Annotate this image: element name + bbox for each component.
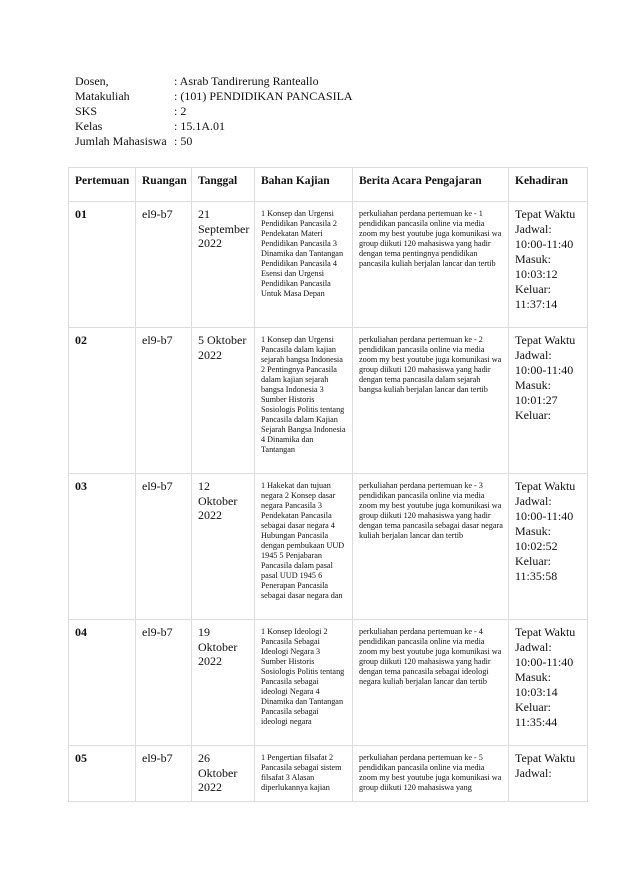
cell-ruangan: el9-b7 <box>136 202 192 328</box>
column-header-ruangan: Ruangan <box>136 168 192 202</box>
cell-tanggal: 12 Oktober 2022 <box>192 474 255 620</box>
column-header-berita-acara: Berita Acara Pengajaran <box>353 168 509 202</box>
cell-pertemuan: 04 <box>69 620 136 746</box>
info-label: Matakuliah <box>75 89 130 103</box>
cell-tanggal: 21 September 2022 <box>192 202 255 328</box>
cell-pertemuan: 05 <box>69 746 136 802</box>
cell-ruangan: el9-b7 <box>136 474 192 620</box>
column-header-bahan-kajian: Bahan Kajian <box>255 168 353 202</box>
column-header-pertemuan: Pertemuan <box>69 168 136 202</box>
cell-ruangan: el9-b7 <box>136 620 192 746</box>
cell-ruangan: el9-b7 <box>136 328 192 474</box>
info-value: : 2 <box>174 104 187 118</box>
cell-bahan-kajian <box>255 746 353 802</box>
info-value: : (101) PENDIDIKAN PANCASILA <box>174 89 353 103</box>
cell-kehadiran: Tepat Waktu Jadwal: 10:00-11:40 Masuk: 10:01:27 Keluar: <box>509 328 588 474</box>
cell-ruangan: el9-b7 <box>136 746 192 802</box>
info-label: Jumlah Mahasiswa <box>75 134 167 148</box>
table-row <box>69 202 588 328</box>
table-row <box>69 620 588 746</box>
table-row <box>69 746 588 802</box>
cell-tanggal: 26 Oktober 2022 <box>192 746 255 802</box>
info-row-jumlah-mahasiswa <box>75 134 353 149</box>
info-row-matakuliah <box>75 89 353 104</box>
table-row <box>69 328 588 474</box>
cell-tanggal: 19 Oktober 2022 <box>192 620 255 746</box>
info-row-sks <box>75 104 353 119</box>
info-value: : Asrab Tandirerung Ranteallo <box>174 74 319 88</box>
attendance-table <box>68 167 588 802</box>
course-info <box>75 74 353 149</box>
info-value: : 50 <box>174 134 193 148</box>
cell-berita-acara: perkuliahan perdana pertemuan ke - 2 pendidikan pancasila online via media zoom my best youtube juga komunikasi wa group diikuti 120 mahasiswa yang hadir dengan tema pancasila dalam sejarah bangsa kuliah berjalan lancar dan tertib <box>353 328 509 474</box>
cell-bahan-kajian: 1 Konsep Ideologi 2 Pancasila Sebagai Ideologi Negara 3 Sumber Historis Sosiologis Politis tentang Pancasila sebagai ideologi Negara 4 Dinamika dan Tantangan Pancasila sebagai ideologi negara <box>255 620 353 746</box>
cell-text: Tepat Waktu Jadwal: <box>515 751 576 780</box>
cell-kehadiran <box>509 746 588 802</box>
column-header-tanggal: Tanggal <box>192 168 255 202</box>
table-row <box>69 474 588 620</box>
cell-berita-acara: perkuliahan perdana pertemuan ke - 3 pendidikan pancasila online via media zoom my best youtube juga komunikasi wa group diikuti 120 mahasiswa yang hadir dengan tema pancasila sebagai dasar negara kuliah berjalan lancar dan tertib <box>353 474 509 620</box>
info-label: Kelas <box>75 119 103 133</box>
cell-berita-acara <box>353 746 509 802</box>
cell-bahan-kajian: 1 Konsep dan Urgensi Pancasila dalam kajian sejarah bangsa Indonesia 2 Pentingnya Pancasila dalam kajian sejarah bangsa Indonesia 3 Sumber Historis Sosiologis Politis tentang Pancasila dalam Kajian Sejarah Bangsa Indonesia 4 Dinamika dan Tantangan <box>255 328 353 474</box>
cell-tanggal: 5 Oktober 2022 <box>192 328 255 474</box>
cell-bahan-kajian: 1 Konsep dan Urgensi Pendidikan Pancasila 2 Pendekatan Materi Pendidikan Pancasila 3 Dinamika dan Tantangan Pendidikan Pancasila 4 Esensi dan Urgensi Pendidikan Pancasila Untuk Masa Depan <box>255 202 353 328</box>
cell-kehadiran: Tepat Waktu Jadwal: 10:00-11:40 Masuk: 10:02:52 Keluar: 11:35:58 <box>509 474 588 620</box>
table-header-row <box>69 168 588 202</box>
info-value: : 15.1A.01 <box>174 119 225 133</box>
column-header-kehadiran: Kehadiran <box>509 168 588 202</box>
cell-berita-acara: perkuliahan perdana pertemuan ke - 1 pendidikan pancasila online via media zoom my best youtube juga komunikasi wa group diikuti 120 mahasiswa yang hadir dengan tema pentingnya pendidikan pancasila kuliah berjalan lancar dan tertib <box>353 202 509 328</box>
info-row-dosen <box>75 74 353 89</box>
cell-berita-acara: perkuliahan perdana pertemuan ke - 4 pendidikan pancasila online via media zoom my best youtube juga komunikasi wa group diikuti 120 mahasiswa yang hadir dengan tema pancasila sebagai ideologi negara kuliah berjalan lancar dan tertib <box>353 620 509 746</box>
info-label: SKS <box>75 104 98 118</box>
cell-pertemuan: 03 <box>69 474 136 620</box>
cell-kehadiran: Tepat Waktu Jadwal: 10:00-11:40 Masuk: 10:03:12 Keluar: 11:37:14 <box>509 202 588 328</box>
info-label: Dosen, <box>75 74 109 88</box>
cell-pertemuan: 01 <box>69 202 136 328</box>
cell-kehadiran: Tepat Waktu Jadwal: 10:00-11:40 Masuk: 10:03:14 Keluar: 11:35:44 <box>509 620 588 746</box>
cell-pertemuan: 02 <box>69 328 136 474</box>
cell-bahan-kajian: 1 Hakekat dan tujuan negara 2 Konsep dasar negara Pancasila 3 Pendekatan Pancasila sebagai dasar negara 4 Hubungan Pancasila dengan pembukaan UUD 1945 5 Penjabaran Pancasila dalam pasal pasal UUD 1945 6 Penerapan Pancasila sebagai dasar negara dan <box>255 474 353 620</box>
cell-text: perkuliahan perdana pertemuan ke - 5 pendidikan pancasila online via media zoom my best youtube juga komunikasi wa group diikuti 120 mahasiswa yang <box>359 753 502 792</box>
info-row-kelas <box>75 119 353 134</box>
cell-text: 1 Pengertian filsafat 2 Pancasila sebagai sistem filsafat 3 Alasan diperlukannya kajian <box>261 753 342 792</box>
